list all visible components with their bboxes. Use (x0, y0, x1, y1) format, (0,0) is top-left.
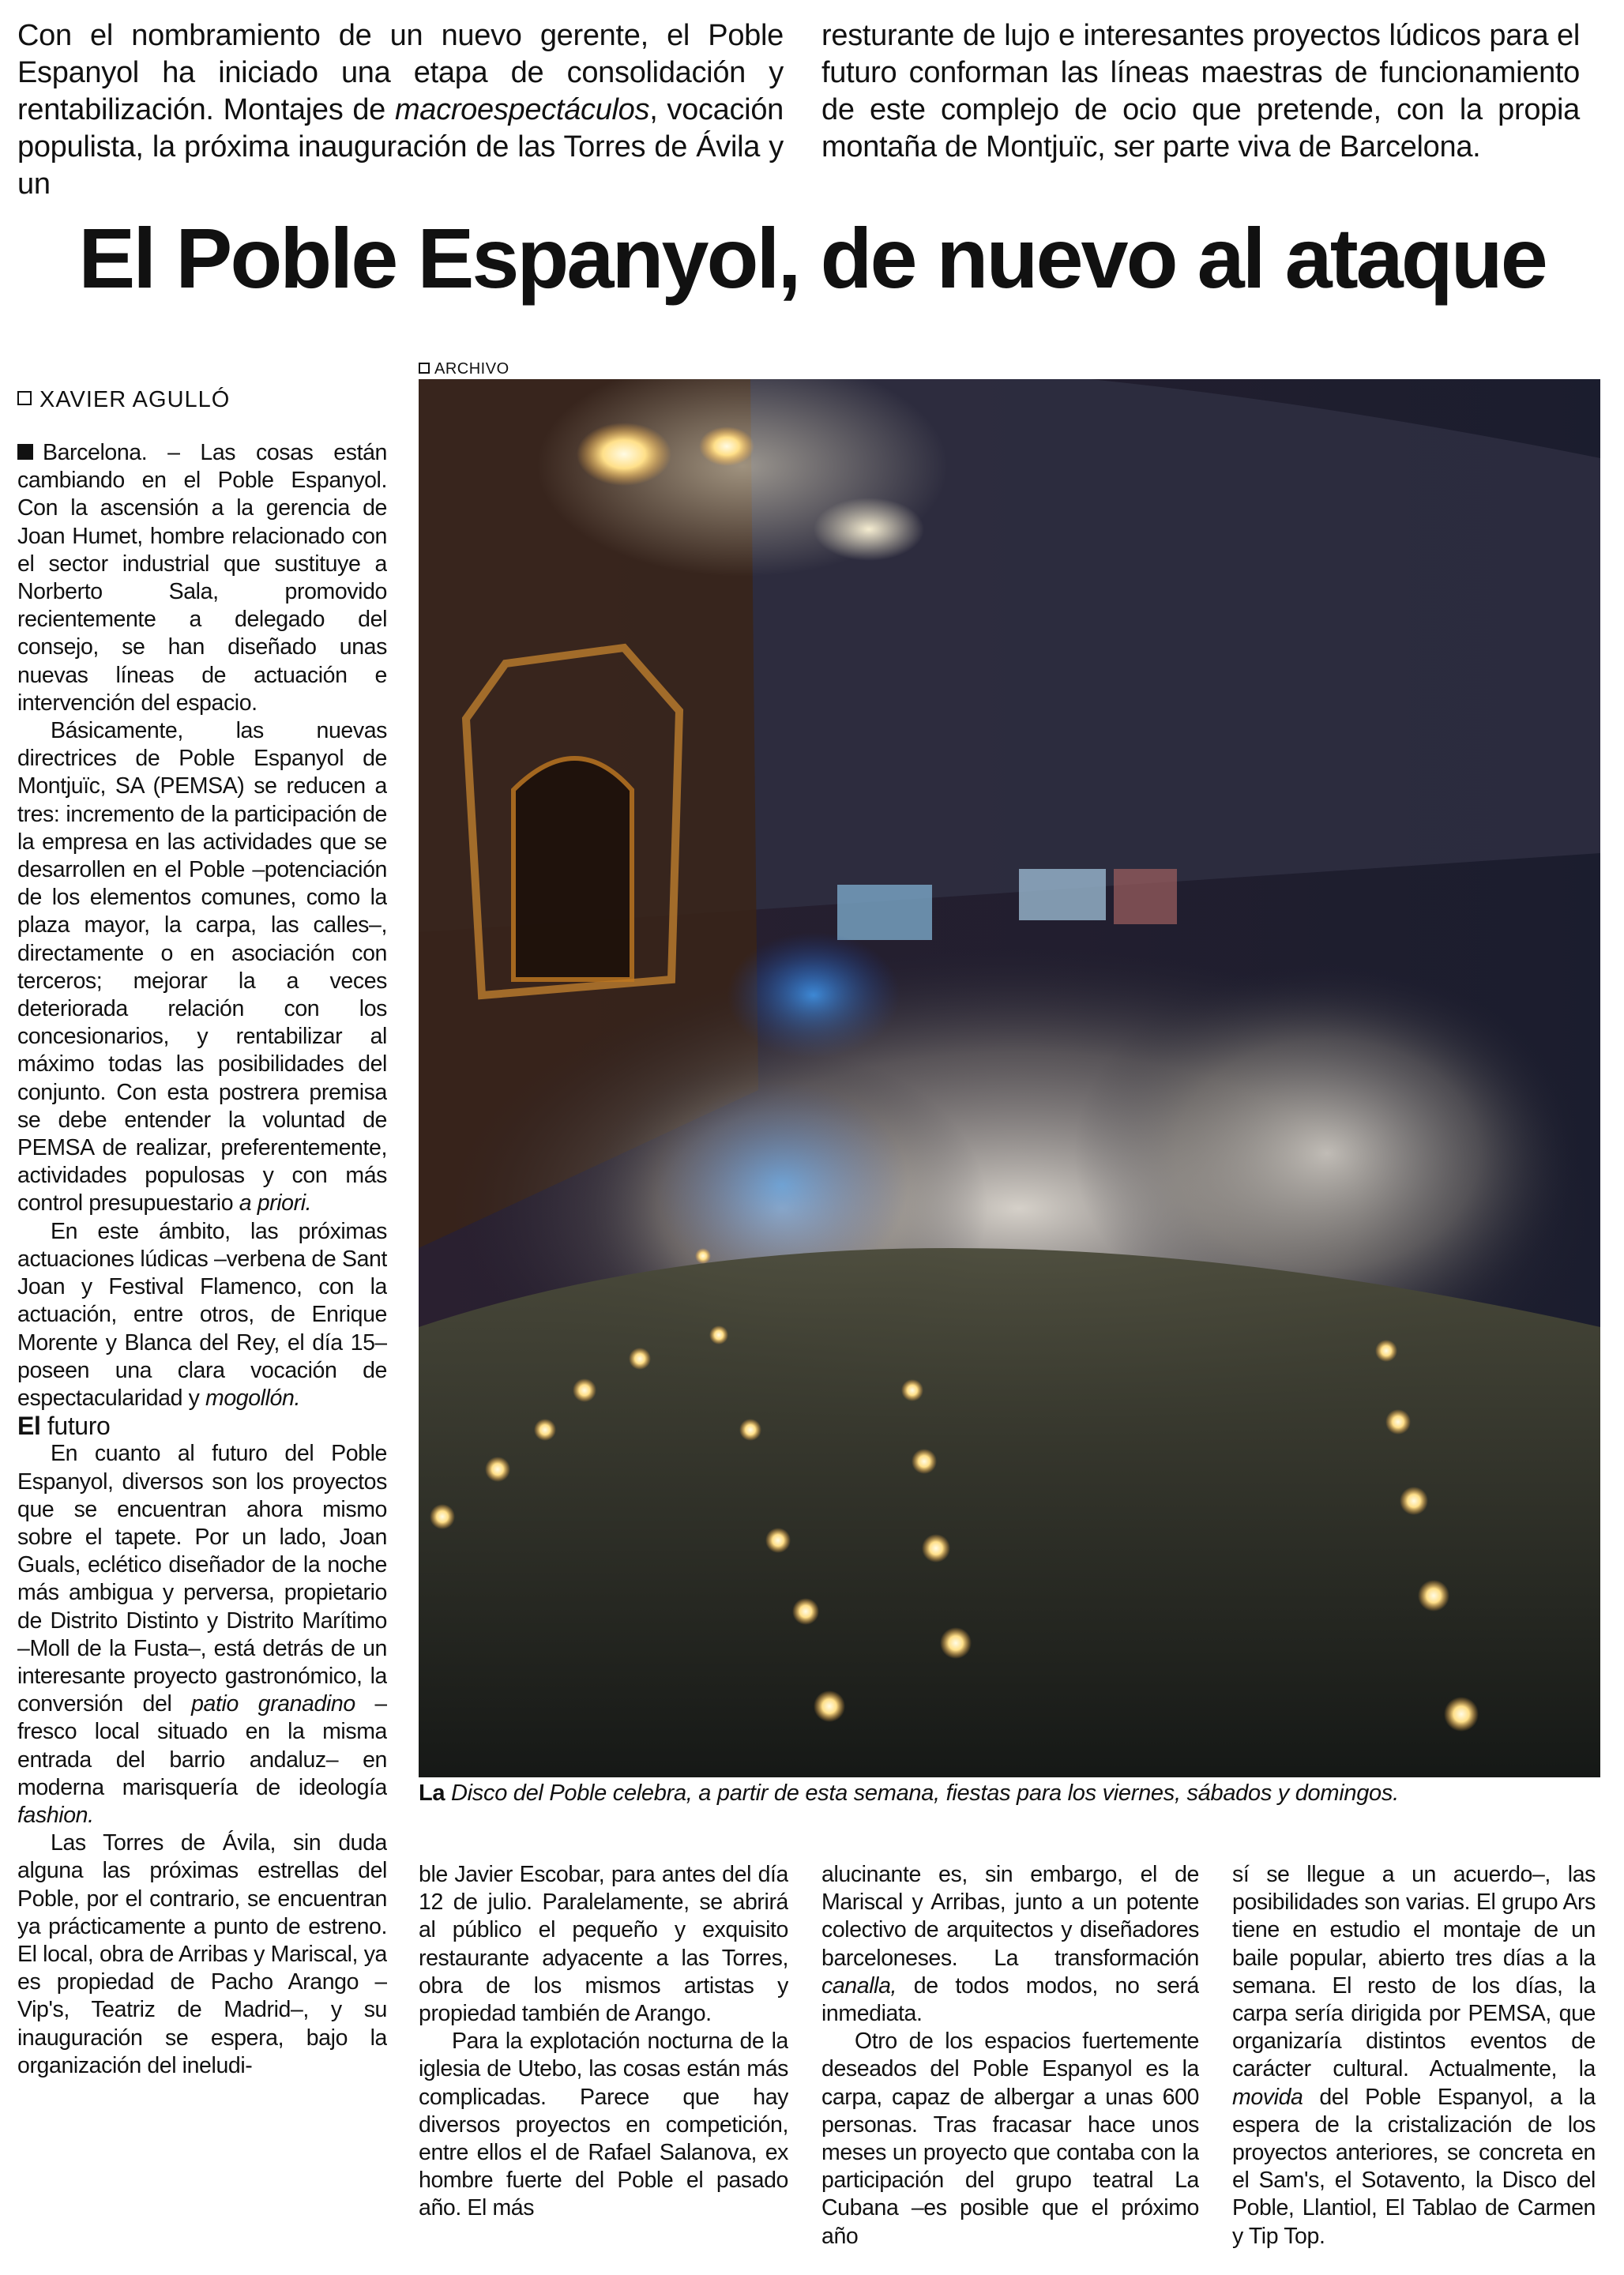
photo-caption (419, 1781, 1600, 1807)
dek-left-text-after: , vocación populista, la próxima inauguración de las Torres de Ávila y un (17, 93, 784, 201)
dek-right-text: resturante de lujo e interesantes proyectos lúdicos para el futuro conforman las líneas maestras de funcionamiento de este complejo de ocio que pretende, con la propia montaña de Montjuïc, ser parte viva de Barcelona. (821, 19, 1580, 164)
article-paragraph-text: En este ámbito, las próximas actuaciones lúdicas –verbena de Sant Joan y Festival Flamenco, con la actuación, entre otros, de Enrique Morente y Blanca del Rey, el día 15– poseen una clara vocación de espectacularidad y (17, 1218, 387, 1411)
credit-box-icon (419, 363, 430, 374)
article-paragraph (17, 439, 387, 717)
article-paragraph (17, 1440, 387, 1829)
article-paragraph (1232, 1861, 1596, 2251)
article-emphasis: canalla, (821, 1972, 897, 1999)
disco-photo (419, 379, 1600, 1777)
article-column-4 (1232, 1861, 1596, 2264)
dek-left-text: Con el nombramiento de un nuevo gerente, el Poble Espanyol ha iniciado una etapa de consolidación y rentabilización. Montajes de (17, 19, 784, 126)
article-paragraph-text: alucinante es, sin embargo, el de Mariscal y Arribas, junto a un potente colectivo de arquitectos y diseñadores barceloneses. La transformación (821, 1862, 1199, 1971)
photo-credit-text: ARCHIVO (434, 360, 509, 378)
dek-right (821, 17, 1580, 166)
article-paragraph-text: sí se llegue a un acuerdo–, las posibilidades son varias. El grupo Ars tiene en estudio el montaje de un baile popular, abierto tres días a la semana. El resto de los días, la carpa sería dirigida por PEMSA, que organizaría distintos eventos de carácter cultural. Actualmente, la (1232, 1862, 1596, 2082)
byline-author: XAVIER AGULLÓ (39, 387, 231, 412)
article-paragraph-text: de todos modos, no será inmediata. (821, 1972, 1199, 2027)
article-paragraph-text: del Poble Espanyol, a la espera de la cristalización de los proyectos anteriores, se concreta en el Sam's, el Sotavento, la Disco del Poble, Llantiol, El Tablao de Carmen y Tip Top. (1232, 2084, 1596, 2249)
byline (17, 387, 230, 413)
article-paragraph: Las Torres de Ávila, sin duda alguna las próximas estrellas del Poble, por el contrario, se encuentran ya prácticamente a punto de estreno. El local, obra de Arribas y Mariscal, ya es propiedad de Pacho Arango –Vip's, Teatriz de Madrid–, y su inauguración se espera, bajo la organización del ineludi- (17, 1830, 387, 2078)
article-emphasis: movida (1232, 2084, 1303, 2110)
article-paragraph (17, 717, 387, 1218)
dek-left-emphasis: macroespectáculos (394, 93, 650, 126)
article-paragraph-text: Barcelona. – Las cosas están cambiando en el Poble Espanyol. Con la ascensión a la gerencia de Joan Humet, hombre relacionado con el sector industrial que sustituye a Norberto Sala, promovido recientemente a delegado del consejo, se han diseñado unas nuevas líneas de actuación e intervención del espacio. (17, 440, 387, 716)
subhead (17, 1412, 387, 1440)
article-paragraph-text: Básicamente, las nuevas directrices de Poble Espanyol de Montjuïc, SA (PEMSA) se reducen a tres: incremento de la participación de la empresa en las actividades que se desarrollen en el Poble –potenciación de los elementos comunes, como la plaza mayor, la carpa, las calles–, directamente o en asociación con terceros; mejorar la a veces deteriorada relación con los concesionarios, y rentabilizar al máximo todas las posibilidades del conjunto. Con esta postrera premisa se debe entender la voluntad de PEMSA de realizar, preferentemente, actividades populosas y con más control presupuestario (17, 718, 387, 1216)
article-column-3 (821, 1861, 1199, 2264)
paragraph-start-square-icon (17, 444, 33, 460)
article-emphasis: fashion. (17, 1802, 94, 1828)
photo-credit (419, 360, 509, 378)
article-paragraph-text: –fresco local situado en la misma entrada del barrio andaluz– en moderna marisquería de ideología (17, 1691, 387, 1800)
article-emphasis: mogollón. (205, 1385, 300, 1411)
article-paragraph (821, 1861, 1199, 2028)
article-paragraph: ble Javier Escobar, para antes del día 12 de julio. Paralelamente, se abrirá al público el pequeño y exquisito restaurante adyacente a las Torres, obra de los mismos artistas y propiedad también de Arango. (419, 1862, 788, 2027)
disco-photo-svg (419, 379, 1600, 1777)
article-paragraph: Para la explotación nocturna de la iglesia de Utebo, las cosas están más complicadas. Parece que hay diversos proyectos en competición, entre ellos el de Rafael Salanova, ex hombre fuerte del Poble el pasado año. El más (419, 2029, 788, 2221)
subhead-rest: futuro (40, 1412, 111, 1441)
headline: El Poble Espanyol, de nuevo al ataque (78, 210, 1546, 306)
article-column-1 (17, 439, 387, 2264)
article-emphasis: patio granadino (191, 1691, 355, 1717)
dek-left (17, 17, 784, 203)
caption-lead: La (419, 1781, 445, 1806)
article-paragraph: Otro de los espacios fuertemente deseados del Poble Espanyol es la carpa, capaz de albergar a unas 600 personas. Tras fracasar hace unos meses un proyecto que contaba con la participación del grupo teatral La Cubana –es posible que el próximo año (821, 2029, 1199, 2249)
subhead-lead: El (17, 1412, 41, 1441)
caption-text: Disco del Poble celebra, a partir de esta semana, fiestas para los viernes, sábados y domingos. (445, 1781, 1399, 1806)
article-column-2 (419, 1861, 788, 2264)
article-emphasis: a priori. (239, 1190, 312, 1216)
article-paragraph-text: En cuanto al futuro del Poble Espanyol, diversos son los proyectos que se encuentran ahora mismo sobre el tapete. Por un lado, Joan Guals, eclético diseñador de la noche más ambigua y perversa, propietario de Distrito Distinto y Distrito Marítimo –Moll de la Fusta–, está detrás de un interesante proyecto gastronómico, la conversión del (17, 1441, 387, 1717)
byline-box-icon (17, 391, 32, 405)
article-paragraph (17, 1218, 387, 1412)
